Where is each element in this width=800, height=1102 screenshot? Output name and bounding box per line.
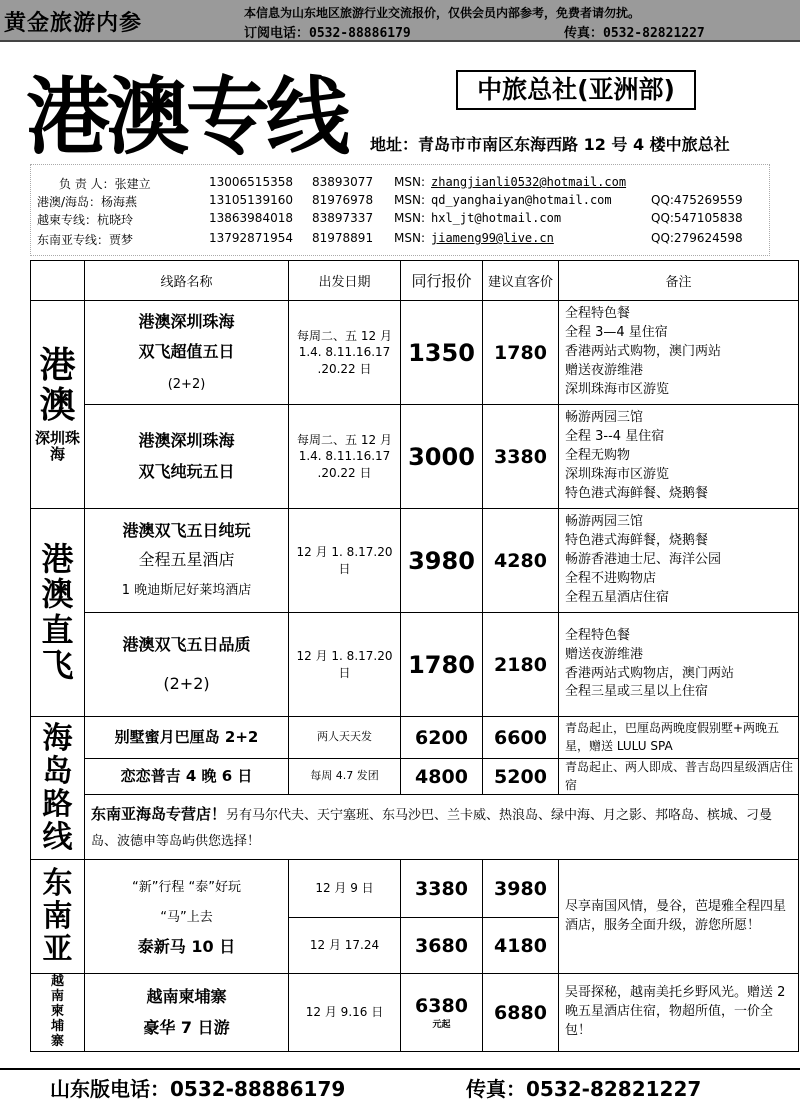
- retail-price: 4280: [483, 509, 559, 613]
- contact-role: 负 责 人：张建立: [59, 177, 151, 191]
- route-notes: 全程特色餐 全程 3—4 星住宿 香港两站式购物，澳门两站 赠送夜游维港 深圳珠海市区游览: [559, 301, 799, 405]
- contact-role: 越柬专线：杭晓玲: [37, 213, 134, 227]
- contact-list: [30, 164, 770, 256]
- region-southeast-asia: 东南亚: [31, 860, 85, 974]
- contact-role: 东南亚专线：贾梦: [37, 233, 134, 247]
- retail-price: 3380: [483, 405, 559, 509]
- contact-tel: 83897337: [312, 211, 374, 225]
- retail-price: 1780: [483, 301, 559, 405]
- retail-price: 5200: [483, 759, 559, 795]
- msn-label: MSN:: [394, 175, 425, 189]
- region-hk-macau-direct: 港澳直飞: [31, 509, 85, 717]
- subscription-fax: 传真：0532-82821227: [564, 26, 705, 41]
- departure-date: 12 月 17.24: [289, 918, 401, 974]
- region-islands: 海岛路线: [31, 717, 85, 860]
- retail-price: 2180: [483, 613, 559, 717]
- region-hk-macau-shenzhen: 港澳 深圳珠海: [31, 301, 85, 509]
- contact-mobile: 13006515358: [209, 175, 293, 189]
- peer-price: 1780: [401, 613, 483, 717]
- route-notes: 畅游两园三馆 全程 3--4 星住宿 全程无购物 深圳珠海市区游览 特色港式海鲜餐、烧鹅餐: [559, 405, 799, 509]
- route-name: “新”行程 “泰”好玩 “马”上去 泰新马 10 日: [85, 860, 289, 974]
- header-retail-price: 建议直客价: [483, 261, 559, 301]
- table-row: [31, 613, 799, 717]
- table-row: [31, 405, 799, 509]
- price-table: [30, 260, 799, 1052]
- promo-row: [31, 795, 799, 860]
- contact-msn[interactable]: zhangjianli0532@hotmail.com: [431, 175, 627, 189]
- route-notes: 吴哥探秘，越南美托乡野风光。赠送 2 晚五星酒店住宿，物超所值，一价全包！: [559, 974, 799, 1052]
- retail-price: 6880: [483, 974, 559, 1052]
- departure-date: 两人天天发: [289, 717, 401, 759]
- peer-price: 4800: [401, 759, 483, 795]
- route-notes: 全程特色餐 赠送夜游维港 香港两站式购物店，澳门两站 全程三星或三星以上住宿: [559, 613, 799, 717]
- peer-price: 3680: [401, 918, 483, 974]
- contact-msn[interactable]: hxl_jt@hotmail.com: [431, 211, 562, 225]
- footer-phone: 山东版电话：0532-88886179: [50, 1077, 346, 1101]
- route-notes: 青岛起止、两人即成、普吉岛四星级酒店住宿: [559, 759, 799, 795]
- brand-title: 黄金旅游内参: [4, 11, 143, 36]
- route-name: 越南柬埔寨 豪华 7 日游: [85, 974, 289, 1052]
- island-promo: 东南亚海岛专营店！另有马尔代夫、天宁塞班、东马沙巴、兰卡威、热浪岛、绿中海、月之影、邦咯岛、槟城、刁曼岛、波德申等岛屿供您选择！: [85, 795, 799, 860]
- msn-label: MSN:: [394, 211, 425, 225]
- header-peer-price: 同行报价: [401, 261, 483, 301]
- route-notes: 尽享南国风情，曼谷，芭堤雅全程四星酒店，服务全面升级，游您所愿！: [559, 860, 799, 974]
- peer-price: 1350: [401, 301, 483, 405]
- agency-box: 中旅总社(亚洲部): [456, 70, 696, 110]
- contact-mobile: 13105139160: [209, 193, 293, 207]
- agency-address: 地址：青岛市市南区东海西路 12 号 4 楼中旅总社: [370, 135, 730, 154]
- header-blank: [31, 261, 85, 301]
- route-name: 别墅蜜月巴厘岛 2+2: [85, 717, 289, 759]
- retail-price: 4180: [483, 918, 559, 974]
- contact-qq: QQ:475269559: [651, 193, 743, 207]
- member-notice: 本信息为山东地区旅游行业交流报价，仅供会员内部参考，免费者请勿扰。: [244, 6, 641, 20]
- peer-price: 6380 元起: [401, 974, 483, 1052]
- retail-price: 6600: [483, 717, 559, 759]
- route-name: 恋恋普吉 4 晚 6 日: [85, 759, 289, 795]
- header-route: 线路名称: [85, 261, 289, 301]
- departure-date: 12 月 9.16 日: [289, 974, 401, 1052]
- region-vietnam-cambodia: 越南柬埔寨: [31, 974, 85, 1052]
- header-date: 出发日期: [289, 261, 401, 301]
- contact-qq: QQ:279624598: [651, 231, 743, 245]
- departure-date: 12 月 9 日: [289, 860, 401, 918]
- table-row: [31, 860, 799, 918]
- contact-msn[interactable]: qd_yanghaiyan@hotmail.com: [431, 193, 612, 207]
- table-row: [31, 509, 799, 613]
- table-row: [31, 717, 799, 759]
- departure-date: 每周 4.7 发团: [289, 759, 401, 795]
- contact-tel: 83893077: [312, 175, 374, 189]
- table-header-row: [31, 261, 799, 301]
- route-name: 港澳双飞五日纯玩 全程五星酒店 1 晚迪斯尼好莱坞酒店: [85, 509, 289, 613]
- route-name: 港澳双飞五日品质 (2+2): [85, 613, 289, 717]
- departure-date: 12 月 1. 8.17.20 日: [289, 613, 401, 717]
- contact-tel: 81976978: [312, 193, 374, 207]
- peer-price: 3980: [401, 509, 483, 613]
- contact-tel: 81978891: [312, 231, 374, 245]
- top-header-bar: [0, 0, 800, 42]
- contact-mobile: 13792871954: [209, 231, 293, 245]
- contact-mobile: 13863984018: [209, 211, 293, 225]
- msn-label: MSN:: [394, 231, 425, 245]
- msn-label: MSN:: [394, 193, 425, 207]
- route-notes: 畅游两园三馆 特色港式海鲜餐，烧鹅餐 畅游香港迪士尼、海洋公园 全程不进购物店 全程五星酒店住宿: [559, 509, 799, 613]
- route-name: 港澳深圳珠海 双飞超值五日 (2+2): [85, 301, 289, 405]
- route-notes: 青岛起止，巴厘岛两晚度假别墅+两晚五星，赠送 LULU SPA: [559, 717, 799, 759]
- contact-role: 港澳/海岛：杨海燕: [37, 195, 138, 209]
- table-row: [31, 759, 799, 795]
- departure-date: 每周二、五 12 月 1.4. 8.11.16.17 .20.22 日: [289, 301, 401, 405]
- contact-msn[interactable]: jiameng99@live.cn: [431, 231, 554, 245]
- page-title: 港澳专线: [26, 67, 347, 166]
- retail-price: 3980: [483, 860, 559, 918]
- subscription-phone: 订阅电话：0532-88886179: [244, 26, 411, 41]
- peer-price: 6200: [401, 717, 483, 759]
- footer-fax: 传真：0532-82821227: [466, 1077, 702, 1101]
- footer-bar: [0, 1068, 800, 1100]
- departure-date: 12 月 1. 8.17.20 日: [289, 509, 401, 613]
- departure-date: 每周二、五 12 月 1.4. 8.11.16.17 .20.22 日: [289, 405, 401, 509]
- contact-qq: QQ:547105838: [651, 211, 743, 225]
- route-name: 港澳深圳珠海 双飞纯玩五日: [85, 405, 289, 509]
- subscription-contact: [244, 22, 705, 41]
- table-row: [31, 301, 799, 405]
- table-row: [31, 974, 799, 1052]
- peer-price: 3380: [401, 860, 483, 918]
- header-notes: 备注: [559, 261, 799, 301]
- peer-price: 3000: [401, 405, 483, 509]
